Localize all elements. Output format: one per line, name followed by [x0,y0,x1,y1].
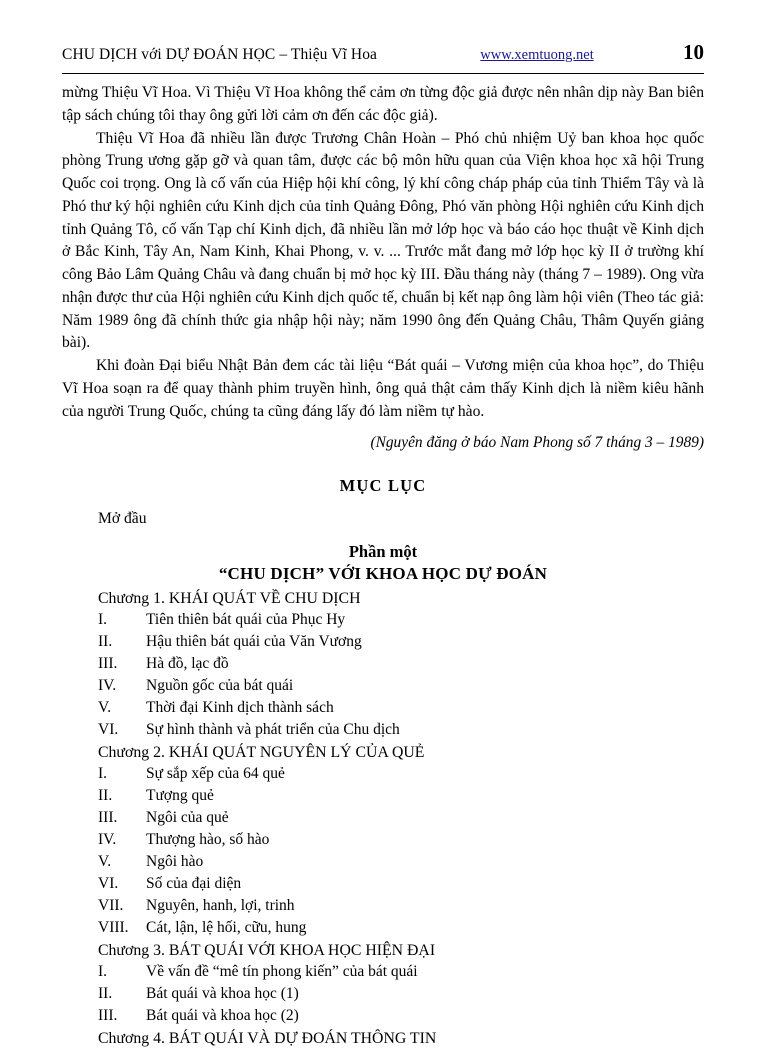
toc-entry-label: Nguyên, hanh, lợi, trinh [146,897,295,915]
toc-entry [98,631,704,653]
toc-entry-label: Số của đại diện [146,875,242,893]
toc-entry-number: I. [98,765,108,783]
toc-entry [98,917,704,939]
toc-entry-number: I. [98,611,108,629]
toc-entry-number: VI. [98,721,119,739]
toc-entry-label: Ngôi của quẻ [146,809,229,827]
toc-entry-label: Nguồn gốc của bát quái [146,677,294,695]
toc-entry-label: Hà đồ, lạc đồ [146,655,229,673]
toc-entry-number: III. [98,809,118,827]
toc-entry-number: II. [98,787,113,805]
toc-entry [98,785,704,807]
toc-chapter-heading: Chương 2. KHÁI QUÁT NGUYÊN LÝ CỦA QUẺ [98,744,425,762]
toc-entry [98,719,704,741]
toc-entry-label: Sự sắp xếp của 64 quẻ [146,765,285,783]
toc-preface-entry: Mở đầu [98,510,147,528]
toc-entry [98,763,704,785]
toc-list [62,590,704,1048]
toc-entry-number: III. [98,1007,118,1025]
toc-chapter-heading: Chương 1. KHÁI QUÁT VỀ CHU DỊCH [98,590,361,608]
toc-entry-number: V. [98,699,112,717]
paragraph-japan-delegation: Khi đoàn Đại biểu Nhật Bản đem các tài liệu “Bát quái – Vương miện của khoa học”, do Thiệu Vĩ Hoa soạn ra để quay thành phim truyền hình, ông quả thật cảm thấy Kinh dịch là niềm kiêu hãnh của người Trung Quốc, chúng ta cũng đáng lấy đó làm niềm tự hào. [62,357,704,420]
toc-entry-label: Sự hình thành và phát triển của Chu dịch [146,721,400,739]
toc-entry-number: VIII. [98,919,129,937]
toc-entry-number: II. [98,985,113,1003]
toc-entry [98,873,704,895]
toc-entry-label: Bát quái và khoa học (1) [146,985,299,1003]
page-header [62,40,704,71]
toc-entry-label: Bát quái và khoa học (2) [146,1007,299,1025]
toc-entry-number: IV. [98,831,117,849]
toc-entry-number: V. [98,853,112,871]
toc-entry-number: VII. [98,897,124,915]
toc-entry [98,983,704,1005]
toc-entry-number: I. [98,963,108,981]
page-number: 10 [683,40,704,64]
toc-entry [98,675,704,697]
toc-entry-label: Hậu thiên bát quái của Văn Vương [146,633,362,651]
toc-entry-number: IV. [98,677,117,695]
toc-entry-label: Về vấn đề “mê tín phong kiến” của bát quái [146,963,418,981]
toc-entry-label: Thời đại Kinh dịch thành sách [146,699,334,717]
toc-entry-label: Ngôi hào [146,853,204,871]
header-divider [62,73,704,74]
toc-entry-label: Tiên thiên bát quái của Phục Hy [146,611,346,629]
toc-chapter-heading: Chương 4. BÁT QUÁI VÀ DỰ ĐOÁN THÔNG TIN [98,1030,437,1048]
toc-entry [98,653,704,675]
toc-entry-label: Tượng quẻ [146,787,214,805]
toc-entry [98,961,704,983]
toc-entry-number: VI. [98,875,119,893]
part-label: Phần một [348,542,418,562]
body-text [62,82,704,452]
paragraph-continuation: mừng Thiệu Vĩ Hoa. Vì Thiệu Vĩ Hoa không thể cảm ơn từng độc giả được nên nhân dịp này Ban biên tập sách chúng tôi thay ông gửi lời cảm ơn đến các độc giả). [62,84,704,124]
toc-entry-number: II. [98,633,113,651]
toc-entry [98,807,704,829]
toc-entry [98,609,704,631]
toc-entry [98,829,704,851]
header-website-link[interactable]: www.xemtuong.net [480,47,594,63]
toc-entry [98,895,704,917]
toc-entry [98,697,704,719]
toc-entry-label: Thượng hào, số hào [146,831,270,849]
source-note: (Nguyên đăng ở báo Nam Phong số 7 tháng 3 – 1989) [370,434,704,452]
toc-entry [98,1005,704,1027]
header-title: CHU DỊCH với DỰ ĐOÁN HỌC – Thiệu Vĩ Hoa [62,46,378,63]
toc-chapter-heading: Chương 3. BÁT QUÁI VỚI KHOA HỌC HIỆN ĐẠI [98,942,436,960]
part-subtitle: “CHU DỊCH” VỚI KHOA HỌC DỰ ĐOÁN [218,564,548,584]
toc-entry-number: III. [98,655,118,673]
toc-entry-label: Cát, lận, lệ hối, cữu, hung [146,919,307,937]
toc-entry [98,851,704,873]
toc-title: MỤC LỤC [339,476,427,496]
page-content [62,40,704,1049]
paragraph-biography: Thiệu Vĩ Hoa đã nhiều lần được Trương Chân Hoàn – Phó chủ nhiệm Uỷ ban khoa học quốc phòng Trung ương gặp gỡ và quan tâm, được các bộ môn hữu quan của Viện khoa học xã hội Trung Quốc coi trọng. Ong là cố vấn của Hiệp hội khí công, lý khí công cháp pháp của tỉnh Thiểm Tây và là Phó thư ký hội nghiên cứu Kinh dịch của tỉnh Quảng Đông, Phó văn phòng Hội nghiên cứu Kinh dịch tỉnh Quảng Tô, cố vấn Tạp chí Kinh dịch, đã nhiều lần mở lớp học và báo cáo học thuật về Kinh dịch ở Bắc Kinh, Tây An, Nam Kinh, Khai Phong, v. v. ... Trước mắt đang mở lớp học kỳ II ở trường khí công Bảo Lâm Quảng Châu và đang chuẩn bị mở học kỳ III. Đầu tháng này (tháng 7 – 1989). Ong vừa nhận được thư của Hội nghiên cứu Kinh dịch quốc tế, chuẩn bị kết nạp ông làm hội viên (Theo tác giả: Năm 1989 ông đã chính thức gia nhập hội này; năm 1990 ông đến Quảng Châu, Thâm Quyến giảng bài). [62,129,704,352]
